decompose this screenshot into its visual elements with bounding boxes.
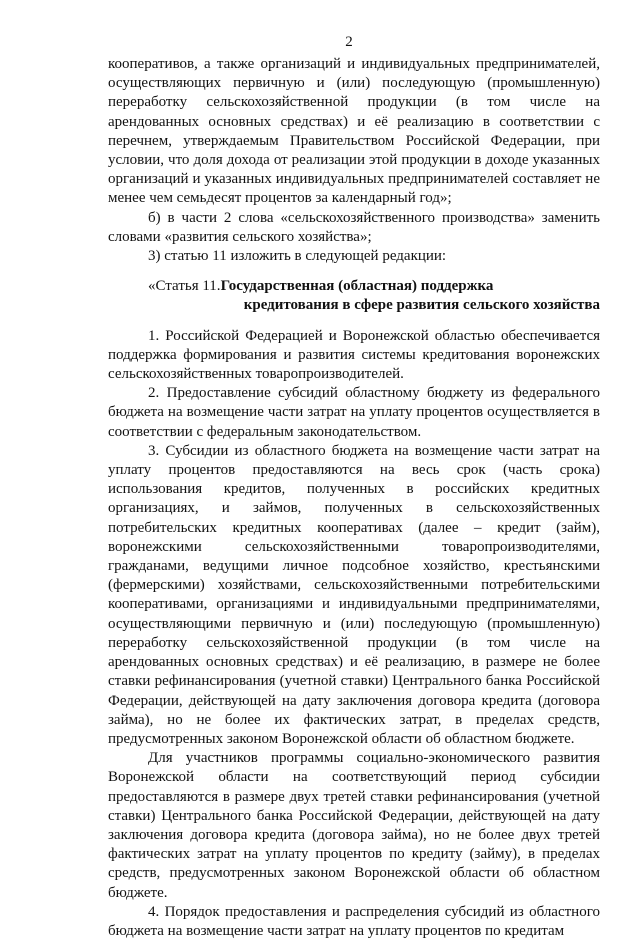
article-clause-2: 2. Предоставление субсидий областному бюджету из федерального бюджета на возмещение части затрат на уплату процентов осуществляется в соответствии с федеральным законодательством. [108, 385, 600, 440]
paragraph-amendment-3: 3) статью 11 изложить в следующей редакции: [148, 248, 447, 265]
article-clause-3: 3. Субсидии из областного бюджета на возмещение части затрат на уплату процентов предоставляются на весь срок (часть срока) использования кредитов, полученных в российских кредитных организациях, и займов, полученных в сельскохозяйственных потребительских кредитных кооперативах (далее – кредит (займ), воронежскими сельскохозяйственными товаропроизводителями, гражданами, ведущими личное подсобное хозяйство, крестьянскими (фермерскими) хозяйствами, сельскохозяйственными потребительскими кооперативами, организациями и индивидуальными предпринимателями, осуществляющими первичную и (или) последующую (промышленную) переработку сельскохозяйственной продукции (в том числе на арендованных основных средствах) и её реализацию, в размере не более ставки рефинансирования (учетной ставки) Центрального банка Российской Федерации, действующей на дату заключения договора кредита (договора займа), но не более их фактических затрат, в пределах средств, предусмотренных законом Воронежской области об областном бюджете. [108, 442, 600, 747]
article-clause-4: 4. Порядок предоставления и распределения субсидий из областного бюджета на возмещение части затрат на уплату процентов по кредитам [108, 903, 600, 939]
page-number: 2 [345, 34, 353, 50]
article-number: «Статья 11. [148, 278, 221, 295]
article-title-line-2: кредитования в сфере развития сельского хозяйства [243, 297, 600, 314]
article-heading [108, 277, 600, 315]
paragraph-continuation: кооперативов, а также организаций и индивидуальных предпринимателей, осуществляющих первичную и (или) последующую (промышленную) переработку сельскохозяйственной продукции (в том числе на арендованных основных средствах) и её реализацию в соответствии с перечнем, утверждаемым Правительством Российской Федерации, при условии, что доля дохода от реализации этой продукции в доходе указанных организаций и указанных индивидуальных предпринимателей составляет не менее чем семьдесят процентов за календарный год»; [108, 56, 600, 207]
article-title-line-1: Государственная (областная) поддержка [220, 278, 494, 295]
paragraph-amendment-b: б) в части 2 слова «сельскохозяйственного производства» заменить словами «развития сельского хозяйства»; [108, 209, 600, 245]
article-clause-3-participants: Для участников программы социально-экономического развития Воронежской области на соответствующий период субсидии предоставляются в размере двух третей ставки рефинансирования (учетной ставки) Центрального банка Российской Федерации, действующей на дату заключения договора кредита (договора займа), но не более двух третей фактических затрат на уплату процентов по кредиту (займу), в пределах средств, предусмотренных законом Воронежской области об областном бюджете. [108, 750, 600, 901]
article-clause-1: 1. Российской Федерацией и Воронежской областью обеспечивается поддержка формирования и развития системы кредитования воронежских сельскохозяйственных товаропроизводителей. [108, 327, 600, 383]
article-title [221, 277, 600, 315]
